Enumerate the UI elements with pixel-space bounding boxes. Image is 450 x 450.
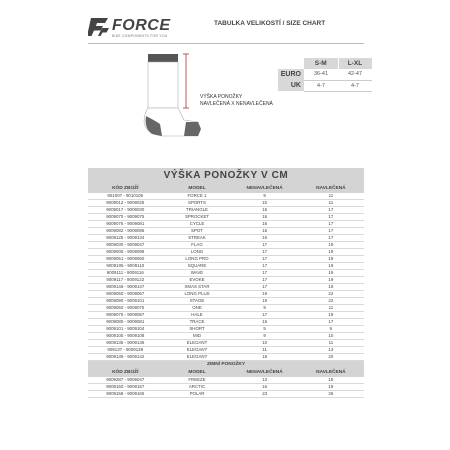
table-row [88, 354, 364, 361]
cell-unworn: 13 [232, 377, 298, 384]
table-row [88, 291, 364, 298]
cell-unworn: 19 [232, 298, 298, 305]
cell-unworn: 15 [232, 207, 298, 214]
cell-worn: 13 [298, 347, 364, 354]
cell-code: 9009080 - 9009081 [88, 319, 163, 326]
cell-code: 9009105 - 9009108 [88, 333, 163, 340]
table-row [88, 384, 364, 391]
cell-code: 9009090 - 9009101 [88, 298, 163, 305]
table-row [88, 270, 364, 277]
cell-unworn: 17 [232, 249, 298, 256]
cell-code: 9009146 - 9009147 [88, 284, 163, 291]
cell-worn: 17 [298, 235, 364, 242]
cell-code: 9009158 - 9009165 [88, 391, 163, 398]
cell-code: 9009070 - 9009075 [88, 214, 163, 221]
cell-unworn: 16 [232, 228, 298, 235]
cell-model: LONG PRO [163, 256, 232, 263]
cell-worn: 11 [298, 200, 364, 207]
cell-model: ELEGANT [163, 340, 232, 347]
size-chart-header: S-M [304, 58, 338, 69]
table-row [88, 228, 364, 235]
cell-code: 9009287 - 9009047 [88, 377, 163, 384]
cell-code: 9009111 - 9009116 [88, 270, 163, 277]
column-header-unworn: NENAVLEČENÁ [232, 368, 298, 377]
table-row [88, 312, 364, 319]
table-row [88, 263, 364, 270]
cell-unworn: 9 [232, 333, 298, 340]
column-header-unworn: NENAVLEČENÁ [232, 184, 298, 193]
cell-code: 9009082 - 9009086 [88, 228, 163, 235]
table-row [88, 284, 364, 291]
cell-worn: 17 [298, 221, 364, 228]
cell-model: POLAR [163, 391, 232, 398]
cell-code: 9009017 - 9009030 [88, 207, 163, 214]
size-chart-header: L-XL [338, 58, 372, 69]
cell-unworn: 16 [232, 384, 298, 391]
cell-code: 9009030 - 9009047 [88, 242, 163, 249]
sock-height-label [200, 94, 273, 107]
size-chart-cell: 36-41 [304, 69, 338, 80]
cell-unworn: 16 [232, 235, 298, 242]
table-row [88, 235, 364, 242]
cell-worn: 17 [298, 214, 364, 221]
cell-unworn: 16 [232, 221, 298, 228]
table-row [88, 319, 364, 326]
cell-worn: 20 [298, 354, 364, 361]
cell-worn: 19 [298, 270, 364, 277]
sock-height-table [88, 168, 364, 398]
cell-worn: 10 [298, 333, 364, 340]
size-chart-cell: 4-7 [338, 80, 372, 91]
cell-unworn: 23 [232, 391, 298, 398]
cell-model: HALE [163, 312, 232, 319]
cell-worn: 11 [298, 305, 364, 312]
column-header-model: MODEL [163, 368, 232, 377]
column-header-worn: NAVLEČENÁ [298, 184, 364, 193]
cell-unworn: 10 [232, 200, 298, 207]
cell-unworn: 10 [232, 340, 298, 347]
cell-model: TRIANGLE [163, 207, 232, 214]
cell-code: 9009117 - 9009122 [88, 277, 163, 284]
cell-code: 9009139 - 9009142 [88, 354, 163, 361]
cell-worn: 11 [298, 340, 364, 347]
winter-socks-data [88, 368, 364, 398]
document-title: TABULKA VELIKOSTÍ / SIZE CHART [214, 20, 326, 27]
cell-code: 9009005 - 9009099 [88, 249, 163, 256]
column-header-code: KÓD ZBOŽÍ [88, 368, 163, 377]
table-row [88, 242, 364, 249]
cell-worn: 19 [298, 256, 364, 263]
table-row [88, 214, 364, 221]
table-row [88, 221, 364, 228]
size-chart-row-label: UK [278, 80, 304, 91]
sock-height-label-line2: NAVLEČENÁ X NENAVLEČENÁ [200, 100, 273, 107]
sock-height-data [88, 184, 364, 361]
table-row [88, 200, 364, 207]
cell-model: EVOKE [163, 277, 232, 284]
table-row [88, 298, 364, 305]
cell-code: 9009135 - 9009136 [88, 340, 163, 347]
column-header-model: MODEL [163, 184, 232, 193]
cell-model: FORCE 1 [163, 193, 232, 200]
cell-model: ONE [163, 305, 232, 312]
cell-unworn: 17 [232, 284, 298, 291]
size-chart-table [278, 58, 373, 92]
cell-unworn: 9 [232, 193, 298, 200]
cell-code: 9009060 - 9009075 [88, 305, 163, 312]
table-row [88, 305, 364, 312]
cell-model: SPORTS [163, 200, 232, 207]
cell-model: LONG PLUS [163, 291, 232, 298]
cell-worn: 6 [298, 326, 364, 333]
table-row [88, 277, 364, 284]
cell-model: SPOT [163, 228, 232, 235]
sock-height-table-title: VÝŠKA PONOŽKY V CM [88, 168, 364, 184]
cell-code: 9009150 - 9009157 [88, 384, 163, 391]
cell-model: XMAS STAR [163, 284, 232, 291]
table-row [88, 333, 364, 340]
winter-socks-title: ZIMNÍ PONOŽKY [88, 361, 364, 368]
cell-code: 901007 - 9010105 [88, 193, 163, 200]
cell-worn: 19 [298, 384, 364, 391]
cell-code: 9009076 - 9009081 [88, 221, 163, 228]
cell-code: 9009105 - 9009110 [88, 263, 163, 270]
cell-unworn: 9 [232, 305, 298, 312]
cell-unworn: 18 [232, 354, 298, 361]
cell-model: MID [163, 333, 232, 340]
cell-unworn: 5 [232, 326, 298, 333]
cell-unworn: 17 [232, 256, 298, 263]
cell-worn: 19 [298, 242, 364, 249]
cell-code: 9009051 - 9009060 [88, 256, 163, 263]
cell-model: SHORT [163, 326, 232, 333]
cell-model: ELEGANT [163, 354, 232, 361]
cell-model: WAVE [163, 270, 232, 277]
cell-model: SQUARE [163, 263, 232, 270]
cell-worn: 17 [298, 228, 364, 235]
cell-model: ELEGANT [163, 347, 232, 354]
size-chart-cell: 42-47 [338, 69, 372, 80]
column-header-worn: NAVLEČENÁ [298, 368, 364, 377]
cell-unworn: 11 [232, 347, 298, 354]
cell-worn: 19 [298, 284, 364, 291]
cell-unworn: 15 [232, 319, 298, 326]
table-row [88, 256, 364, 263]
cell-code: 9009101 - 9009104 [88, 326, 163, 333]
cell-worn: 11 [298, 193, 364, 200]
cell-unworn: 19 [232, 291, 298, 298]
sock-height-label-line1: VÝŠKA PONOŽKY [200, 94, 243, 100]
size-chart-cell: 4-7 [304, 80, 338, 91]
cell-worn: 19 [298, 263, 364, 270]
cell-unworn: 16 [232, 214, 298, 221]
cell-unworn: 17 [232, 312, 298, 319]
cell-unworn: 17 [232, 277, 298, 284]
table-row [88, 207, 364, 214]
cell-code: 9009012 - 9009025 [88, 200, 163, 207]
cell-worn: 22 [298, 298, 364, 305]
cell-unworn: 17 [232, 242, 298, 249]
table-row [88, 340, 364, 347]
cell-model: CYCLE [163, 221, 232, 228]
cell-model: LONG [163, 249, 232, 256]
cell-worn: 19 [298, 277, 364, 284]
cell-model: TRACE [163, 319, 232, 326]
table-row [88, 326, 364, 333]
cell-worn: 22 [298, 291, 364, 298]
table-row [88, 347, 364, 354]
cell-worn: 17 [298, 207, 364, 214]
brand-name: FORCE [112, 17, 171, 34]
cell-model: ARCTIC [163, 384, 232, 391]
cell-unworn: 17 [232, 270, 298, 277]
cell-code: 9009050 - 9009067 [88, 291, 163, 298]
cell-model: STREAK [163, 235, 232, 242]
cell-worn: 15 [298, 377, 364, 384]
table-row [88, 391, 364, 398]
column-header-code: KÓD ZBOŽÍ [88, 184, 163, 193]
cell-unworn: 17 [232, 263, 298, 270]
table-row [88, 249, 364, 256]
size-chart-row-label: EURO [278, 69, 304, 80]
cell-model: SPROCKET [163, 214, 232, 221]
cell-worn: 19 [298, 249, 364, 256]
cell-worn: 17 [298, 319, 364, 326]
cell-code: 909137 - 9009138 [88, 347, 163, 354]
cell-code: 9009076 - 9009087 [88, 312, 163, 319]
cell-model: STAGE [163, 298, 232, 305]
cell-worn: 19 [298, 312, 364, 319]
header-divider [88, 43, 364, 44]
cell-model: FREEZE [163, 377, 232, 384]
cell-model: FLAG [163, 242, 232, 249]
cell-worn: 26 [298, 391, 364, 398]
brand-tagline: BIKE COMPONENTS FOR YOU [112, 34, 168, 38]
cell-code: 9009125 - 9009134 [88, 235, 163, 242]
